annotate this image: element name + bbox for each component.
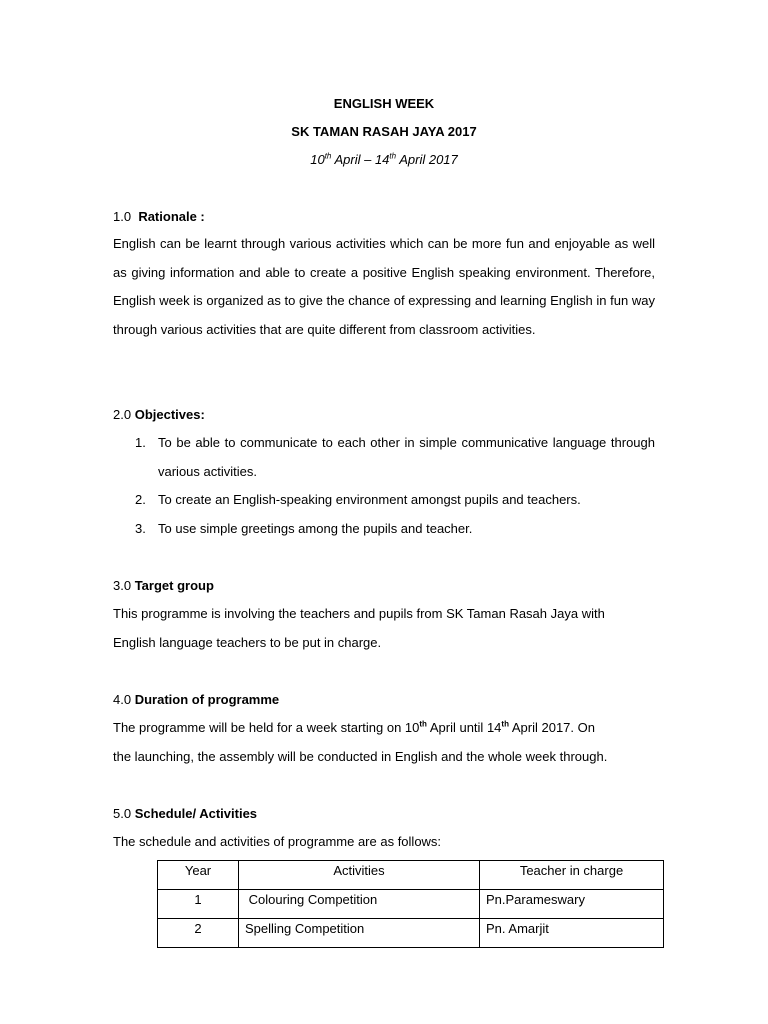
rationale-number: 1.0 (113, 209, 132, 224)
rationale-text: English can be learnt through various activities which can be more fun and enjoyable as well as giving information and able to create a positive English speaking environment. Therefore, English week is organized as to give the chance of expressing and learning English in fun way through various activities that are quite different from classroom activities. (113, 236, 655, 337)
duration-number: 4.0 (113, 692, 132, 707)
duration-line-1 (113, 720, 595, 735)
date-end-day: 14 (374, 152, 390, 167)
duration-day-1: 10 (404, 720, 420, 735)
school-name: SK TAMAN RASAH JAYA 2017 (291, 124, 477, 139)
table-cell-year: 1 (158, 890, 239, 919)
column-header-year: Year (158, 861, 239, 890)
objectives-number: 2.0 (113, 407, 132, 422)
list-item-text: To be able to communicate to each other in simple communicative language through various activities. (158, 435, 655, 479)
table-header-row (158, 861, 664, 890)
duration-sup-2: th (501, 719, 509, 729)
schedule-title: Schedule/ Activities (134, 806, 258, 821)
column-header-activities: Activities (239, 861, 480, 890)
duration-sup-1: th (419, 719, 427, 729)
schedule-heading (113, 806, 257, 821)
duration-heading (113, 692, 279, 707)
table-cell-teacher: Pn.Parameswary (480, 890, 664, 919)
list-marker: 3. (135, 520, 146, 536)
duration-line-2: the launching, the assembly will be conducted in English and the whole week through. (113, 749, 608, 764)
duration-day-2: 14 (486, 720, 502, 735)
duration-part-1: The programme will be held for a week starting on (113, 720, 405, 735)
target-group-number: 3.0 (113, 578, 132, 593)
table-cell-activity: Spelling Competition (239, 919, 480, 948)
duration-part-2: April until (426, 720, 487, 735)
target-group-title: Target group (134, 578, 214, 593)
rationale-heading (113, 209, 205, 224)
objectives-list (113, 429, 655, 543)
list-item (113, 429, 655, 486)
date-start-sup: th (324, 151, 332, 161)
column-header-teacher: Teacher in charge (480, 861, 664, 890)
date-end-sup: th (389, 151, 397, 161)
list-item (113, 486, 655, 515)
list-marker: 2. (135, 492, 146, 508)
list-marker: 1. (135, 435, 146, 450)
target-group-line-2: English language teachers to be put in charge. (113, 635, 382, 650)
target-group-line-1: This programme is involving the teachers and pupils from SK Taman Rasah Jaya with (113, 606, 605, 621)
list-item (113, 515, 655, 544)
table-cell-activity: Colouring Competition (239, 890, 480, 919)
objectives-title: Objectives: (134, 407, 205, 422)
schedule-number: 5.0 (113, 806, 132, 821)
duration-part-3: April 2017. On (508, 720, 595, 735)
event-dates (0, 152, 768, 167)
document-title: ENGLISH WEEK (333, 96, 435, 111)
table-row (158, 890, 664, 919)
date-start-day: 10 (310, 152, 325, 167)
table-cell-year: 2 (158, 919, 239, 948)
rationale-title: Rationale : (138, 209, 205, 224)
table-row (158, 919, 664, 948)
list-item-text: To use simple greetings among the pupils and teacher. (158, 520, 473, 536)
schedule-table (157, 860, 664, 948)
list-item-text: To create an English-speaking environment amongst pupils and teachers. (158, 492, 581, 508)
duration-title: Duration of programme (134, 692, 280, 707)
table-cell-teacher: Pn. Amarjit (480, 919, 664, 948)
target-group-heading (113, 578, 214, 593)
date-end-rest: April 2017 (396, 152, 458, 167)
date-start-rest: April – (331, 152, 375, 167)
schedule-intro: The schedule and activities of programme are as follows: (113, 834, 442, 849)
objectives-heading (113, 407, 205, 422)
